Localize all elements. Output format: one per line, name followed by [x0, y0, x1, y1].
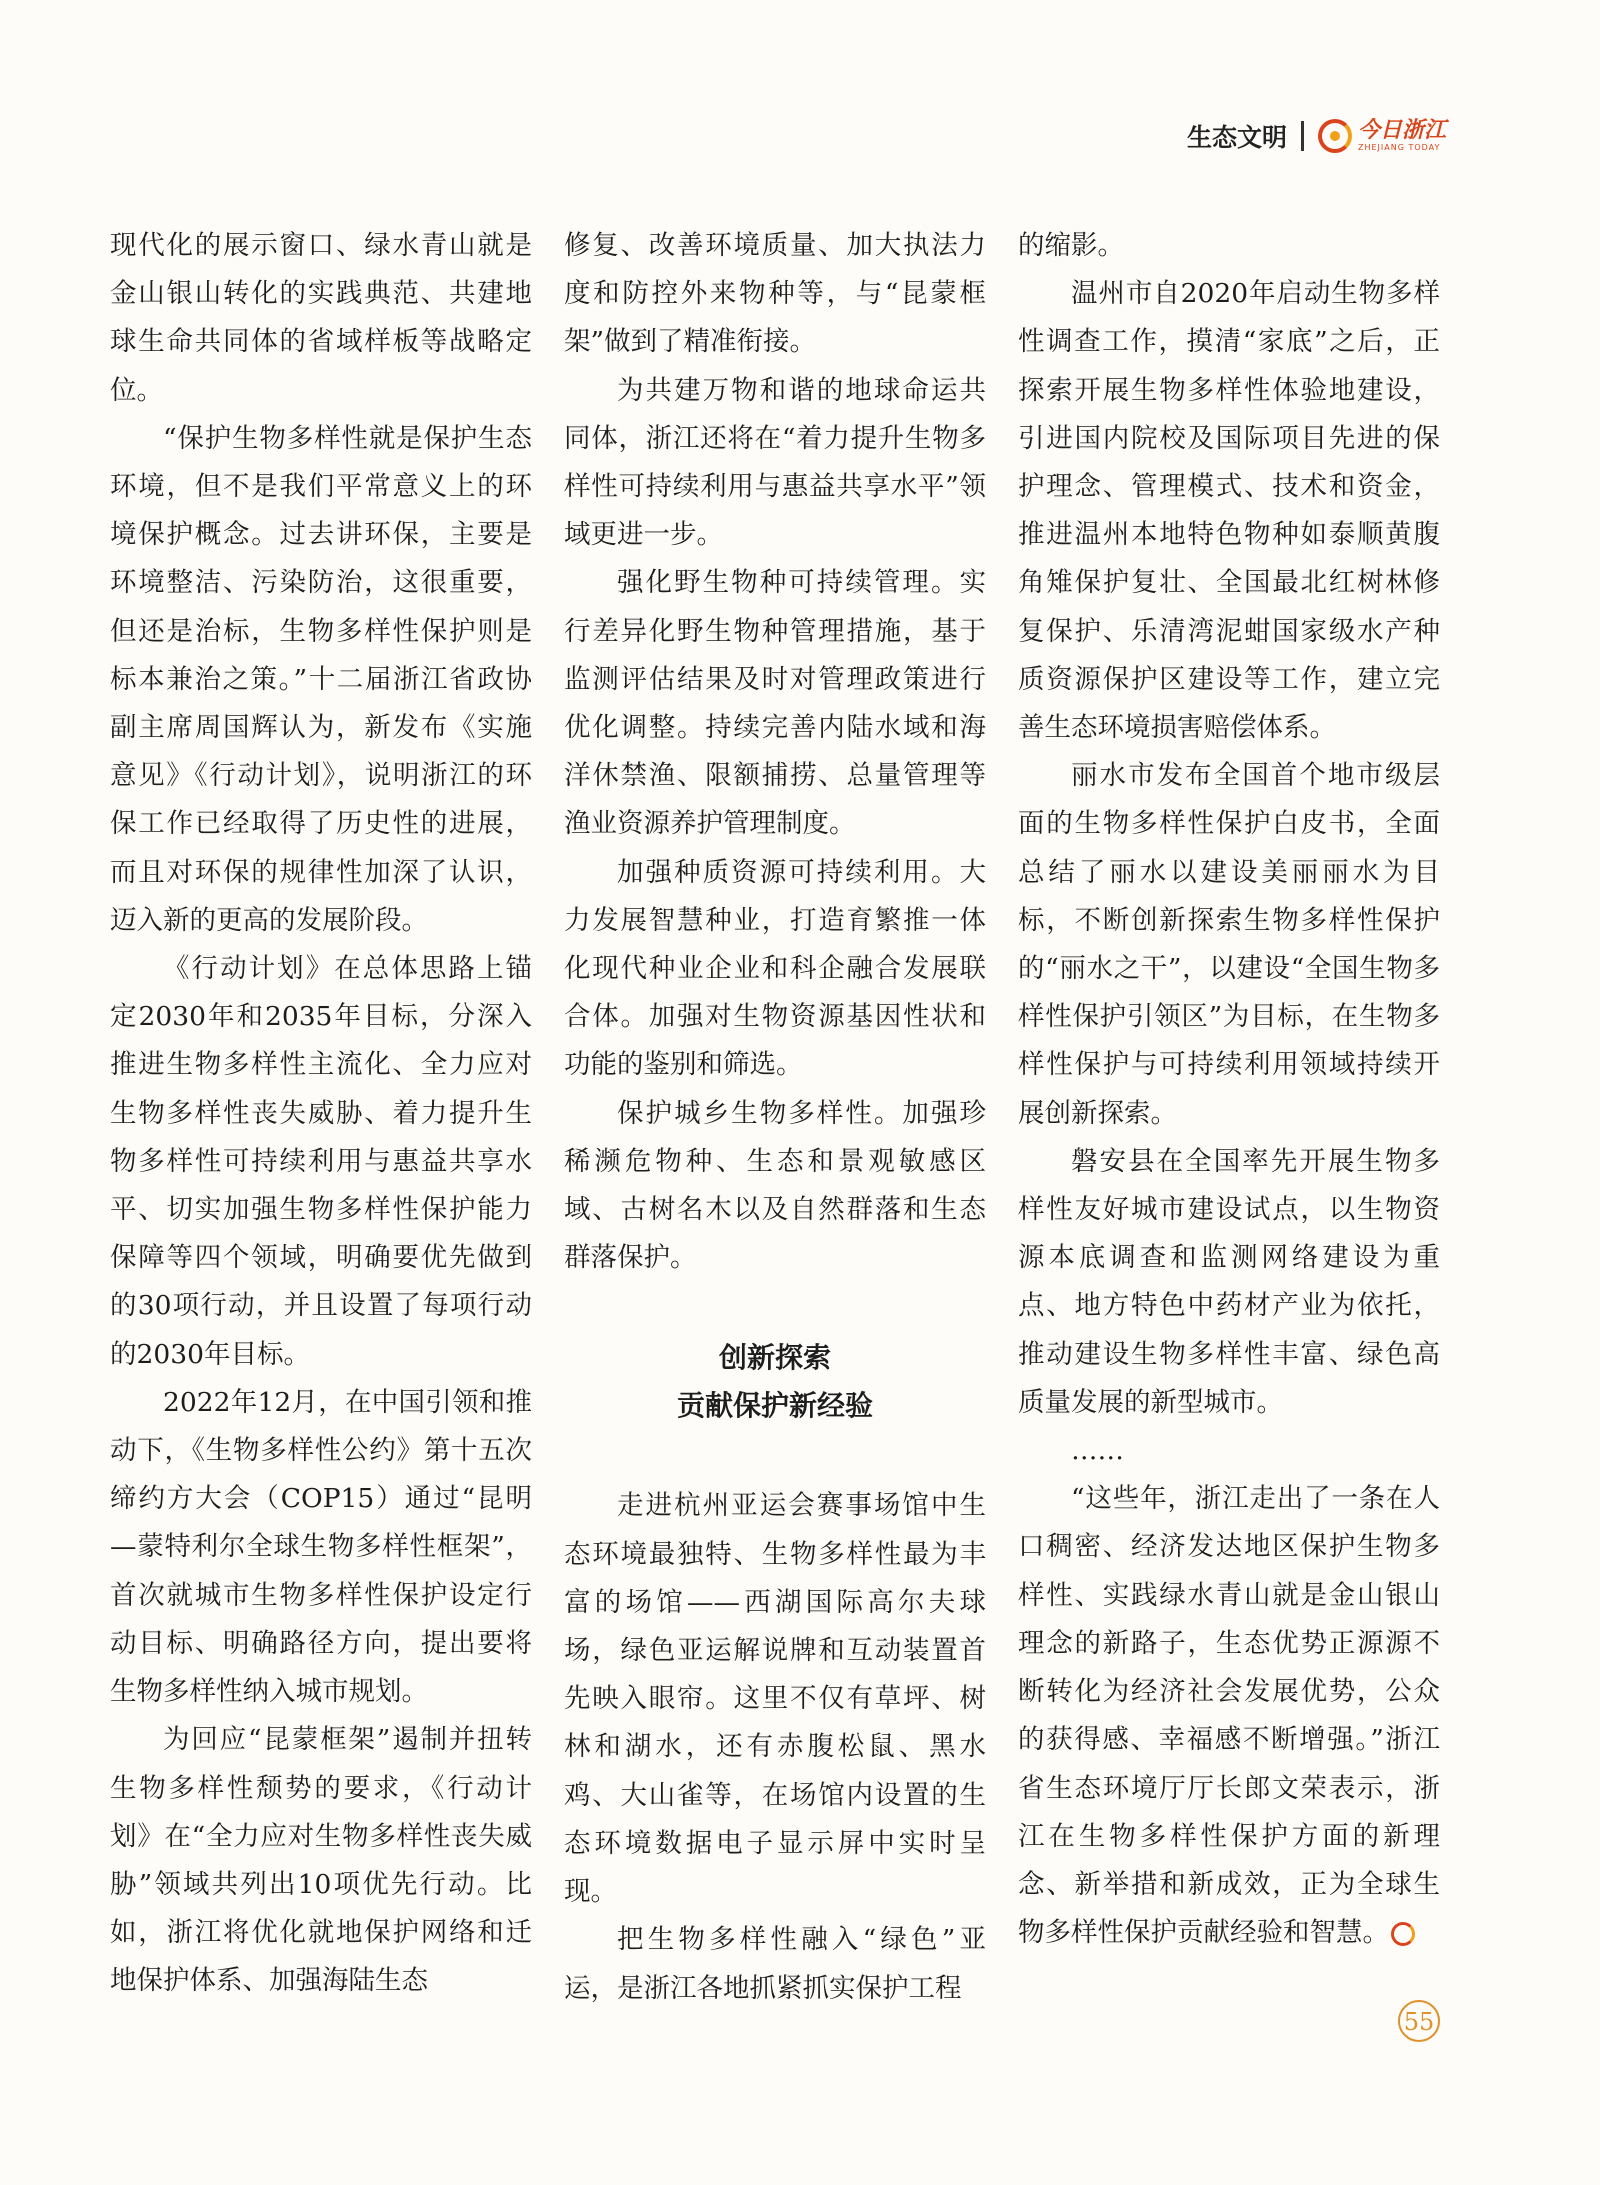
paragraph: 磐安县在全国率先开展生物多样性友好城市建设试点，以生物资源本底调查和监测网络建设为重点、地方特色中药材产业为依托，推动建设生物多样性丰富、绿色高质量发展的新型城市。 [1018, 1145, 1440, 1418]
brand-name-cn: 今日浙江 [1357, 118, 1446, 143]
paragraph: 丽水市发布全国首个地市级层面的生物多样性保护白皮书，全面总结了丽水以建设美丽丽水为目标，不断创新探索生物多样性保护的“丽水之干”，以建设“全国生物多样性保护引领区”为目标，在生物多样性保护与可持续利用领域持续开展创新探索。 [1018, 760, 1440, 1129]
subheading [564, 1334, 986, 1430]
paragraph: 走进杭州亚运会赛事场馆中生态环境最独特、生物多样性最为丰富的场馆——西湖国际高尔夫球场，绿色亚运解说牌和互动装置首先映入眼帘。这里不仅有草坪、树林和湖水，还有赤腹松鼠、黑水鸡、大山雀等，在场馆内设置的生态环境数据电子显示屏中实时呈现。 [564, 1490, 986, 1908]
page-header [1187, 118, 1446, 154]
paragraph: 温州市自2020年启动生物多样性调查工作，摸清“家底”之后，正探索开展生物多样性体验地建设，引进国内院校及国际项目先进的保护理念、管理模式、技术和资金，推进温州本地特色物种如泰顺黄腹角雉保护复壮、全国最北红树林修复保护、乐清湾泥蚶国家级水产种质资源保护区建设等工作，建立完善生态环境损害赔偿体系。 [1018, 278, 1440, 744]
subheading-line-1: 创新探索 [718, 1341, 831, 1375]
final-text: “这些年，浙江走出了一条在人口稠密、经济发达地区保护生物多样性、实践绿水青山就是金山银山理念的新路子，生态优势正源源不断转化为经济社会发展优势，公众的获得感、幸福感不断增强。”浙江省生态环境厅厅长郎文荣表示，浙江在生物多样性保护方面的新理念、新举措和新成效，正为全球生物多样性保护贡献经验和智慧。 [1018, 1483, 1440, 1949]
brand-logo [1318, 119, 1446, 153]
column-1 [110, 222, 532, 2006]
paragraph: 2022年12月，在中国引领和推动下，《生物多样性公约》第十五次缔约方大会（COP15）通过“昆明—蒙特利尔全球生物多样性框架”，首次就城市生物多样性保护设定行动目标、明确路径方向，提出要将生物多样性纳入城市规划。 [110, 1386, 532, 1708]
brand-mark-icon [1318, 119, 1352, 153]
column-3 [1018, 222, 1440, 1957]
page-number: 55 [1398, 2000, 1440, 2042]
end-mark-icon [1391, 1922, 1415, 1946]
subheading-line-2: 贡献保护新经验 [676, 1389, 873, 1423]
paragraph: “保护生物多样性就是保护生态环境，但不是我们平常意义上的环境保护概念。过去讲环保，主要是环境整洁、污染防治，这很重要，但还是治标，生物多样性保护则是标本兼治之策。”十二届浙江省政协副主席周国辉认为，新发布《实施意见》《行动计划》，说明浙江的环保工作已经取得了历史性的进展，而且对环保的规律性加深了认识，迈入新的更高的发展阶段。 [110, 422, 532, 936]
paragraph-final [1018, 1475, 1440, 1957]
paragraph: 强化野生物种可持续管理。实行差异化野生物种管理措施，基于监测评估结果及时对管理政策进行优化调整。持续完善内陆水域和海洋休禁渔、限额捕捞、总量管理等渔业资源养护管理制度。 [564, 567, 986, 840]
paragraph: 为回应“昆蒙框架”遏制并扭转生物多样性颓势的要求，《行动计划》在“全力应对生物多样性丧失威胁”领域共列出10项优先行动。比如，浙江将优化就地保护网络和迁地保护体系、加强海陆生态 [110, 1724, 532, 1997]
paragraph: 为共建万物和谐的地球命运共同体，浙江还将在“着力提升生物多样性可持续利用与惠益共享水平”领域更进一步。 [564, 374, 986, 551]
header-divider [1301, 121, 1304, 151]
paragraph: 加强种质资源可持续利用。大力发展智慧种业，打造育繁推一体化现代种业企业和科企融合发展联合体。加强对生物资源基因性状和功能的鉴别和筛选。 [564, 856, 986, 1081]
paragraph: 把生物多样性融入“绿色”亚运，是浙江各地抓紧抓实保护工程 [564, 1924, 986, 2004]
paragraph: 《行动计划》在总体思路上锚定2030年和2035年目标，分深入推进生物多样性主流化、全力应对生物多样性丧失威胁、着力提升生物多样性可持续利用与惠益共享水平、切实加强生物多样性保护能力保障等四个领域，明确要优先做到的30项行动，并且设置了每项行动的2030年目标。 [110, 953, 532, 1370]
column-2 [564, 222, 986, 2013]
paragraph: 保护城乡生物多样性。加强珍稀濒危物种、生态和景观敏感区域、古树名木以及自然群落和生态群落保护。 [564, 1097, 986, 1274]
section-label: 生态文明 [1186, 123, 1287, 152]
ellipsis: …… [1071, 1435, 1124, 1467]
brand-name-en: ZHEJIANG TODAY [1357, 143, 1441, 152]
paragraph: 修复、改善环境质量、加大执法力度和防控外来物种等，与“昆蒙框架”做到了精准衔接。 [564, 230, 986, 358]
paragraph: 的缩影。 [1018, 230, 1124, 261]
paragraph: 现代化的展示窗口、绿水青山就是金山银山转化的实践典范、共建地球生命共同体的省域样板等战略定位。 [110, 230, 532, 406]
